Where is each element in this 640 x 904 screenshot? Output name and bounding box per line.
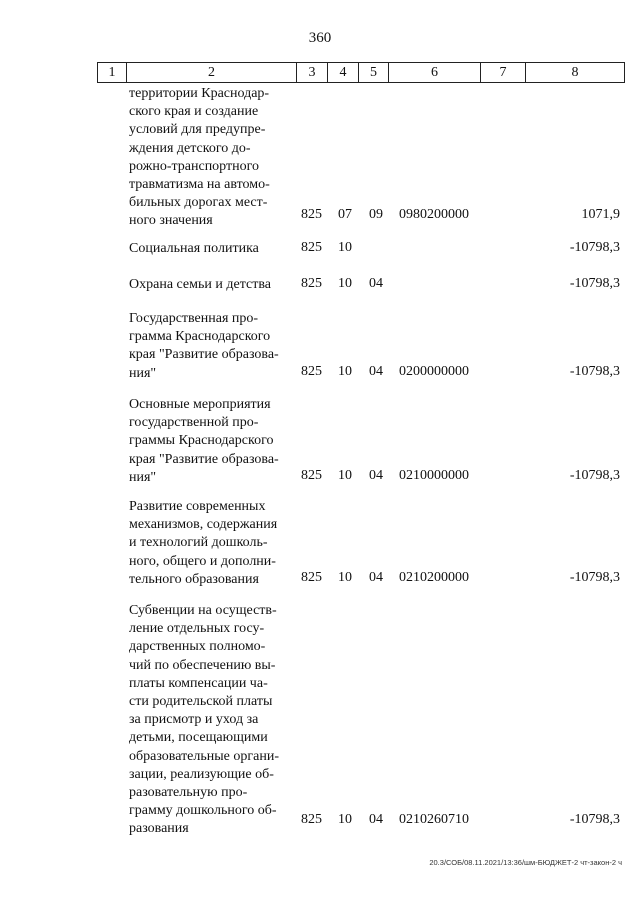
description-line: ного значения (129, 213, 213, 229)
description-line: государственной про- (129, 415, 259, 431)
target-article-code: 0210260710 (399, 812, 469, 827)
subsection-code: 04 (369, 468, 383, 483)
subsection-code: 04 (369, 276, 383, 291)
description-line: зации, реализующие об- (129, 766, 274, 782)
row-description (129, 240, 295, 258)
description-line: механизмов, содержания (129, 517, 278, 533)
ministry-code: 825 (301, 207, 322, 222)
amount: 1071,9 (581, 207, 620, 222)
description-line: за присмотр и уход за (129, 712, 259, 728)
row-description (129, 276, 295, 294)
amount: -10798,3 (569, 364, 620, 379)
description-line: ния" (129, 469, 157, 485)
row-description (129, 498, 295, 589)
column-header-3: 3 (297, 63, 328, 83)
target-article-code: 0200000000 (399, 364, 469, 379)
description-line: разования (129, 821, 189, 837)
description-line: Развитие современных (129, 499, 266, 514)
description-line: травматизма на автомо- (129, 177, 270, 193)
section-code: 10 (338, 570, 352, 585)
description-line: рожно-транспортного (129, 158, 259, 174)
description-line: платы компенсации ча- (129, 675, 268, 691)
target-article-code: 0210200000 (399, 570, 469, 585)
description-line: грамма Краснодарского (129, 329, 271, 345)
description-line: края "Развитие образова- (129, 347, 279, 363)
description-line: условий для предупре- (129, 122, 266, 138)
ministry-code: 825 (301, 812, 322, 827)
column-header-6: 6 (389, 63, 481, 83)
ministry-code: 825 (301, 570, 322, 585)
row-description (129, 602, 295, 839)
subsection-code: 09 (369, 207, 383, 222)
column-header-7: 7 (481, 63, 526, 83)
description-line: ждения детского до- (129, 140, 251, 156)
page-number: 360 (308, 30, 332, 46)
section-code: 10 (338, 364, 352, 379)
section-code: 10 (338, 468, 352, 483)
subsection-code: 04 (369, 364, 383, 379)
column-header-4: 4 (328, 63, 359, 83)
description-line: ния" (129, 365, 157, 381)
amount: -10798,3 (569, 812, 620, 827)
row-description (129, 310, 295, 383)
description-line: Охрана семьи и детства (129, 277, 271, 292)
target-article-code: 0980200000 (399, 207, 469, 222)
target-article-code: 0210000000 (399, 468, 469, 483)
description-line: Социальная политика (129, 241, 259, 256)
description-line: тельного образования (129, 571, 259, 587)
description-line: края "Развитие образова- (129, 451, 279, 467)
amount: -10798,3 (569, 570, 620, 585)
section-code: 07 (338, 207, 352, 222)
subsection-code: 04 (369, 570, 383, 585)
ministry-code: 825 (301, 364, 322, 379)
description-line: разовательную про- (129, 785, 248, 801)
description-line: Государственная про- (129, 311, 259, 326)
description-line: граммы Краснодарского (129, 433, 274, 449)
description-line: ского края и создание (129, 104, 259, 120)
description-line: Основные мероприятия (129, 397, 271, 412)
description-line: детьми, посещающими (129, 730, 268, 746)
description-line: чий по обеспечению вы- (129, 657, 276, 673)
column-header-2: 2 (127, 63, 297, 83)
section-code: 10 (338, 812, 352, 827)
section-code: 10 (338, 276, 352, 291)
amount: -10798,3 (569, 240, 620, 255)
row-description (129, 396, 295, 487)
description-line: бильных дорогах мест- (129, 195, 268, 211)
amount: -10798,3 (569, 276, 620, 291)
column-header-1: 1 (98, 63, 127, 83)
description-line: образовательные органи- (129, 748, 279, 764)
document-footer-code: 20.3/СОБ/08.11.2021/13:36/шм-БЮДЖЕТ-2 чт-закон-2 ч (429, 858, 622, 867)
subsection-code: 04 (369, 812, 383, 827)
amount: -10798,3 (569, 468, 620, 483)
description-line: дарственных полномо- (129, 639, 266, 655)
column-header-8: 8 (526, 63, 625, 83)
ministry-code: 825 (301, 240, 322, 255)
section-code: 10 (338, 240, 352, 255)
column-header-table (97, 62, 625, 83)
description-line: грамму дошкольного об- (129, 803, 277, 819)
description-line: Субвенции на осуществ- (129, 603, 277, 618)
description-line: ного, общего и дополни- (129, 553, 276, 569)
ministry-code: 825 (301, 468, 322, 483)
description-line: сти родительской платы (129, 694, 273, 710)
description-line: ление отдельных госу- (129, 621, 265, 637)
description-line: территории Краснодар- (129, 86, 270, 101)
description-line: и технологий дошколь- (129, 535, 268, 551)
row-description (129, 85, 295, 231)
ministry-code: 825 (301, 276, 322, 291)
column-header-5: 5 (359, 63, 389, 83)
